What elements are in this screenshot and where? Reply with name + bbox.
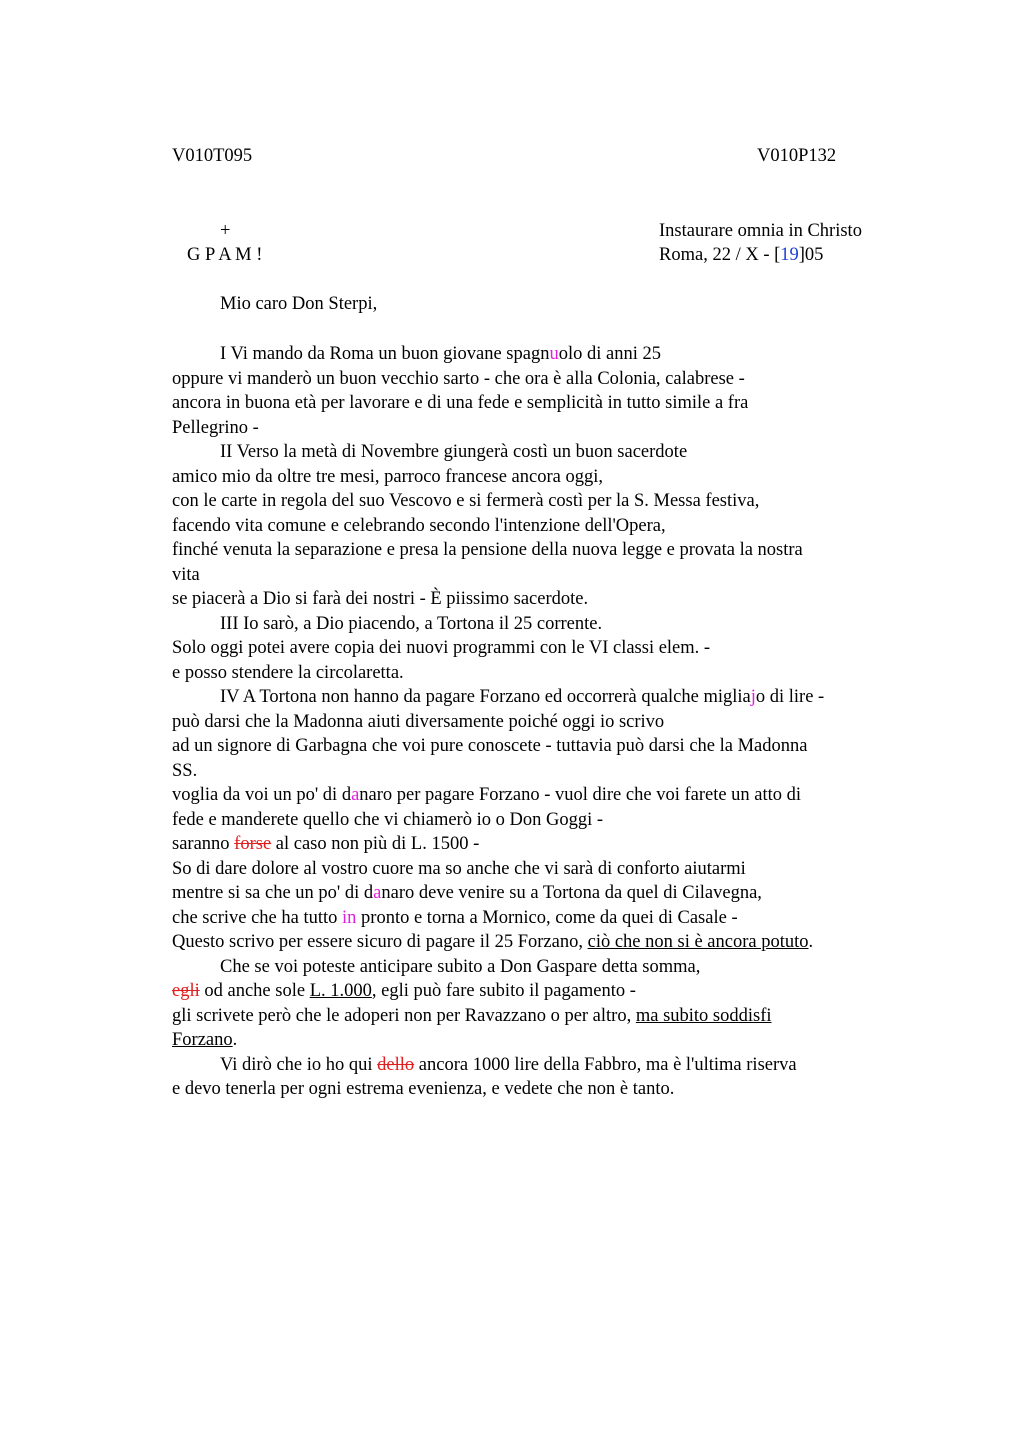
deleted-word: egli (172, 981, 200, 1001)
line-text: mentre si sa che un po' di d (172, 883, 374, 903)
line-text: I Vi mando da Roma un buon giovane spagn (220, 344, 550, 364)
salutation: Mio caro Don Sterpi, (220, 294, 378, 314)
line-text: III Io sarò, a Dio piacendo, a Tortona il 25 corrente. (220, 613, 603, 634)
line-text: Vi dirò che io ho qui (220, 1054, 378, 1075)
cross-symbol: + (220, 221, 231, 241)
body-line (172, 857, 912, 882)
body-line (172, 881, 912, 906)
letter-date (659, 245, 823, 266)
body-line (172, 979, 912, 1004)
line-text: amico mio da oltre tre mesi, parroco francese ancora oggi, (172, 466, 603, 487)
body-line (172, 955, 912, 980)
body-line (172, 1004, 912, 1029)
line-text: se piacerà a Dio si farà dei nostri - È piissimo sacerdote. (172, 589, 589, 609)
line-text: Questo scrivo per essere sicuro di pagare il 25 Forzano, (172, 932, 588, 952)
line-text: vita (172, 564, 200, 585)
line-text: ancora in buona età per lavorare e di una fede e semplicità in tutto simile a fra (172, 393, 749, 413)
inserted-text: a (351, 785, 360, 805)
deleted-word: forse (234, 834, 272, 854)
line-text: saranno (172, 834, 235, 854)
line-text: può darsi che la Madonna aiuti diversamente poiché oggi io scrivo (172, 711, 665, 732)
underlined-text: Forzano (172, 1030, 233, 1050)
line-text: od anche sole (199, 981, 310, 1001)
inserted-text: a (373, 883, 382, 903)
line-text: Pellegrino - (172, 417, 259, 438)
line-text: IV A Tortona non hanno da pagare Forzano ed occorrerà qualche miglia (220, 687, 751, 707)
body-line (172, 563, 912, 588)
body-line (172, 808, 912, 833)
line-text: Solo oggi potei avere copia dei nuovi programmi con le VI classi elem. - (172, 638, 711, 658)
body-line (172, 636, 912, 661)
line-text: ad un signore di Garbagna che voi pure conoscete - tuttavia può darsi che la Madonna (172, 736, 808, 756)
body-line (172, 391, 912, 416)
header-right-code: V010P132 (757, 146, 837, 166)
line-text: naro per pagare Forzano - vuol dire che voi farete un atto di (359, 785, 802, 805)
body-line (172, 661, 912, 686)
line-text: che scrive che ha tutto (172, 907, 343, 928)
body-line (172, 416, 912, 441)
line-text: finché venuta la separazione e presa la pensione della nuova legge e provata la nostra (172, 540, 803, 560)
line-text: al caso non più di L. 1500 - (271, 834, 480, 854)
body-line (172, 832, 912, 857)
line-text: facendo vita comune e celebrando secondo l'intenzione dell'Opera, (172, 515, 666, 536)
line-text: pronto e torna a Mornico, come da quei di Casale - (356, 907, 738, 928)
body-line (172, 612, 912, 637)
line-text: So di dare dolore al vostro cuore ma so anche che vi sarà di conforto aiutarmi (172, 858, 746, 879)
line-text: . (808, 932, 814, 952)
line-text: voglia da voi un po' di d (172, 785, 352, 805)
body-line (172, 1077, 912, 1102)
body-line (172, 587, 912, 612)
inserted-text: j (750, 687, 756, 707)
line-text: , egli può fare subito il pagamento - (371, 981, 636, 1001)
line-text: olo di anni 25 (558, 344, 661, 364)
line-text: e devo tenerla per ogni estrema evenienza, e vedete che non è tanto. (172, 1079, 675, 1099)
gpam-invocation: G P A M ! (187, 245, 263, 265)
line-text: Che se voi poteste anticipare subito a Don Gaspare detta somma, (220, 956, 701, 977)
body-line (172, 538, 912, 563)
date-text: Roma, 22 / X - [ (659, 245, 781, 265)
body-line (172, 440, 912, 465)
date-text-end: ]05 (798, 245, 824, 265)
body-line (172, 514, 912, 539)
body-line (172, 489, 912, 514)
body-line (172, 783, 912, 808)
body-line (172, 734, 912, 759)
line-text: ancora 1000 lire della Fabbro, ma è l'ultima riserva (414, 1054, 797, 1075)
letter-body (172, 342, 912, 1102)
inserted-text: u (549, 344, 559, 364)
body-line (172, 710, 912, 735)
line-text: fede e manderete quello che vi chiamerò io o Don Goggi - (172, 809, 603, 830)
body-line (172, 906, 912, 931)
body-line (172, 465, 912, 490)
underlined-text: ciò che non si è ancora potuto (587, 932, 809, 952)
header-left-code: V010T095 (172, 146, 253, 166)
line-text: SS. (172, 760, 198, 781)
date-inserted-digits: 19 (780, 245, 799, 265)
line-text: con le carte in regola del suo Vescovo e si fermerà costì per la S. Messa festiva, (172, 491, 760, 511)
line-text: . (232, 1030, 238, 1050)
body-line (172, 685, 912, 710)
body-line (172, 367, 912, 392)
body-line (172, 930, 912, 955)
line-text: e posso stendere la circolaretta. (172, 662, 404, 683)
line-text: o di lire - (755, 687, 825, 707)
underlined-text: ma subito soddisfi (635, 1005, 772, 1026)
line-text: II Verso la metà di Novembre giungerà costì un buon sacerdote (220, 442, 688, 462)
body-line (172, 1053, 912, 1078)
line-text: oppure vi manderò un buon vecchio sarto - che ora è alla Colonia, calabrese - (172, 368, 745, 389)
deleted-word: dello (377, 1054, 415, 1075)
underlined-text: L. 1.000 (309, 981, 372, 1001)
body-line (172, 342, 912, 367)
motto: Instaurare omnia in Christo (659, 221, 862, 241)
inserted-text: in (342, 907, 357, 928)
body-line (172, 759, 912, 784)
body-line (172, 1028, 912, 1053)
line-text: gli scrivete però che le adoperi non per Ravazzano o per altro, (172, 1005, 636, 1026)
line-text: naro deve venire su a Tortona da quel di Cilavegna, (381, 883, 762, 903)
